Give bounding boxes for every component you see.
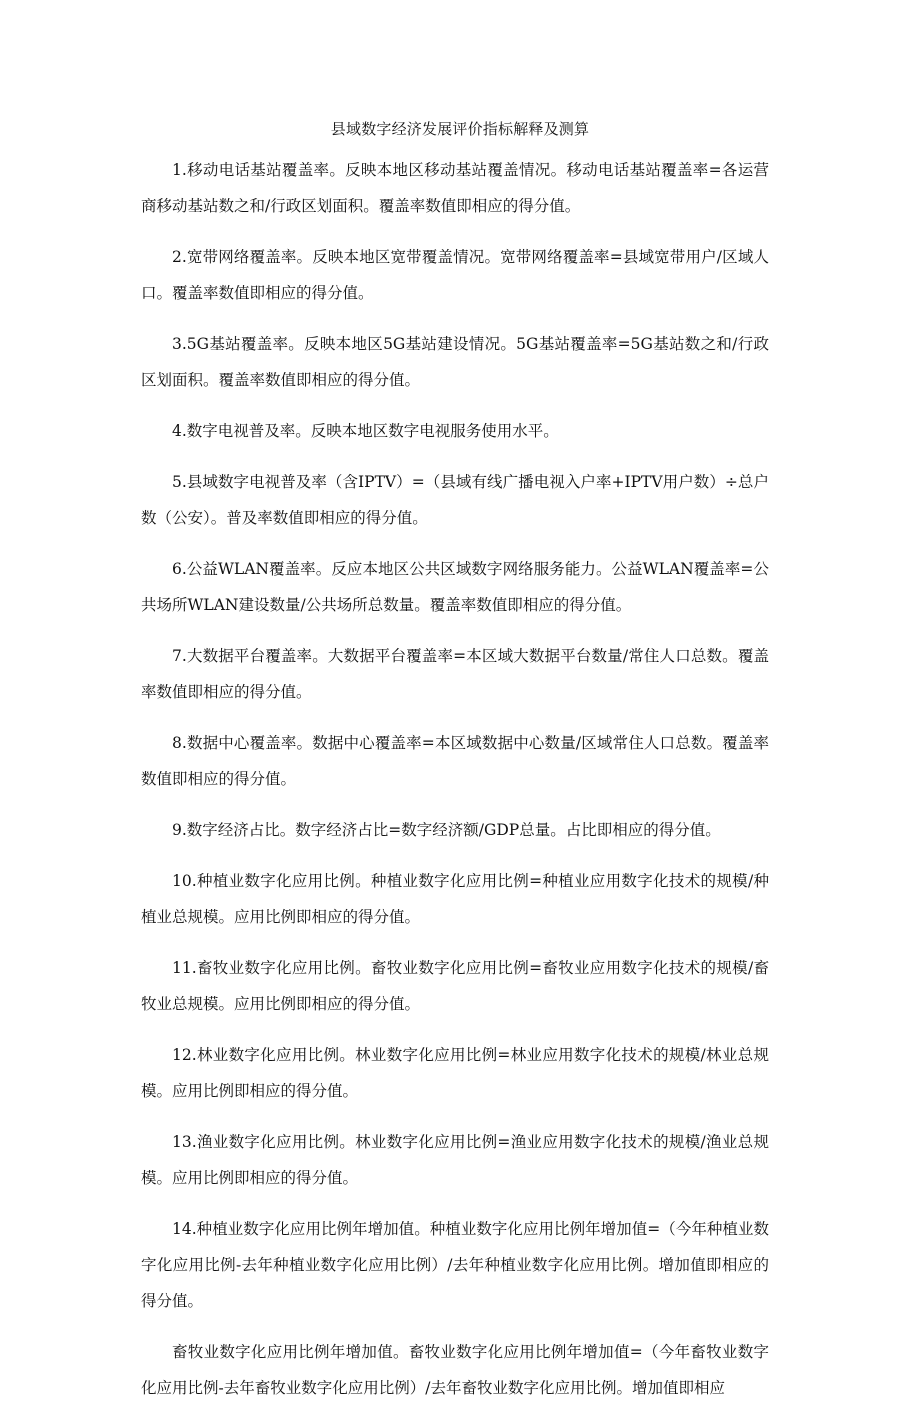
paragraph-15: 畜牧业数字化应用比例年增加值。畜牧业数字化应用比例年增加值=（今年畜牧业数字化应用比例-去年畜牧业数字化应用比例）/去年畜牧业数字化应用比例。增加值即相应 bbox=[141, 1343, 769, 1397]
paragraph-8: 8.数据中心覆盖率。数据中心覆盖率=本区域数据中心数量/区域常住人口总数。覆盖率数值即相应的得分值。 bbox=[141, 734, 769, 788]
paragraph-14: 14.种植业数字化应用比例年增加值。种植业数字化应用比例年增加值=（今年种植业数字化应用比例-去年种植业数字化应用比例）/去年种植业数字化应用比例。增加值即相应的得分值。 bbox=[141, 1220, 769, 1310]
paragraph-11: 11.畜牧业数字化应用比例。畜牧业数字化应用比例=畜牧业应用数字化技术的规模/畜牧业总规模。应用比例即相应的得分值。 bbox=[141, 959, 769, 1013]
paragraph-4: 4.数字电视普及率。反映本地区数字电视服务使用水平。 bbox=[172, 422, 559, 440]
paragraph-6: 6.公益WLAN覆盖率。反应本地区公共区域数字网络服务能力。公益WLAN覆盖率=公共场所WLAN建设数量/公共场所总数量。覆盖率数值即相应的得分值。 bbox=[141, 560, 769, 614]
paragraph-2: 2.宽带网络覆盖率。反映本地区宽带覆盖情况。宽带网络覆盖率=县域宽带用户/区域人口。覆盖率数值即相应的得分值。 bbox=[141, 248, 769, 302]
paragraph-3: 3.5G基站覆盖率。反映本地区5G基站建设情况。5G基站覆盖率=5G基站数之和/行政区划面积。覆盖率数值即相应的得分值。 bbox=[141, 335, 769, 389]
paragraph-12: 12.林业数字化应用比例。林业数字化应用比例=林业应用数字化技术的规模/林业总规模。应用比例即相应的得分值。 bbox=[141, 1046, 769, 1100]
document-title: 县域数字经济发展评价指标解释及测算 bbox=[330, 120, 590, 138]
document-body bbox=[141, 152, 769, 1421]
paragraph-13: 13.渔业数字化应用比例。林业数字化应用比例=渔业应用数字化技术的规模/渔业总规模。应用比例即相应的得分值。 bbox=[141, 1133, 769, 1187]
paragraph-10: 10.种植业数字化应用比例。种植业数字化应用比例=种植业应用数字化技术的规模/种植业总规模。应用比例即相应的得分值。 bbox=[141, 872, 769, 926]
paragraph-9: 9.数字经济占比。数字经济占比=数字经济额/GDP总量。占比即相应的得分值。 bbox=[172, 821, 721, 839]
paragraph-1: 1.移动电话基站覆盖率。反映本地区移动基站覆盖情况。移动电话基站覆盖率=各运营商移动基站数之和/行政区划面积。覆盖率数值即相应的得分值。 bbox=[141, 161, 769, 215]
paragraph-5: 5.县域数字电视普及率（含IPTV）=（县域有线广播电视入户率+IPTV用户数）÷总户数（公安）。普及率数值即相应的得分值。 bbox=[141, 473, 769, 527]
paragraph-7: 7.大数据平台覆盖率。大数据平台覆盖率=本区域大数据平台数量/常住人口总数。覆盖率数值即相应的得分值。 bbox=[141, 647, 769, 701]
